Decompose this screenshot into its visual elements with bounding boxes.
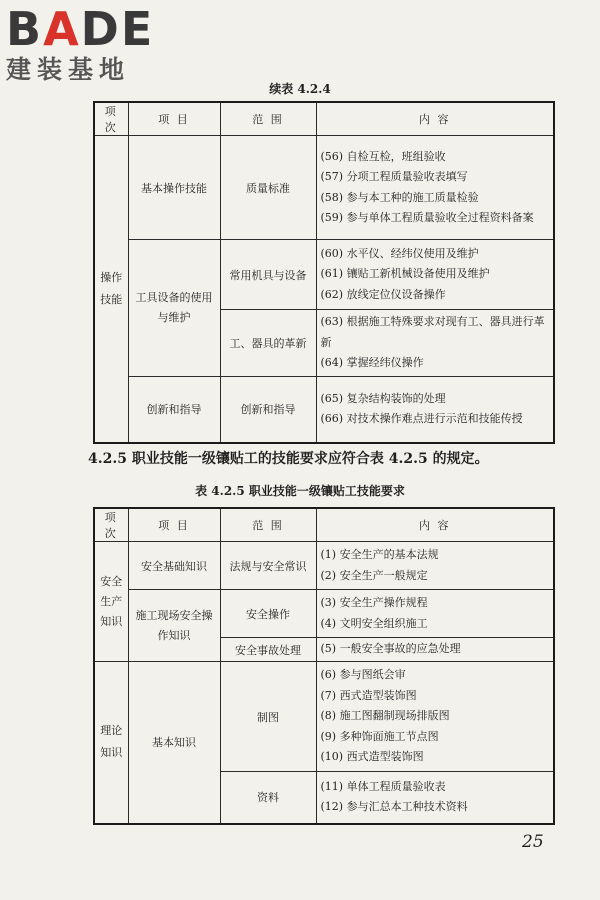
category-cell: 安全生产知识: [94, 542, 128, 662]
category-cell: 理论知识: [94, 662, 128, 824]
content-line: (58) 参与本工种的施工质量检验: [320, 190, 479, 204]
page-number: 25: [522, 832, 544, 852]
range-cell: 工、器具的革新: [220, 310, 316, 377]
header-cell: 内 容: [316, 508, 554, 542]
item-cell: 安全基础知识: [128, 542, 220, 590]
content-line: (66) 对技术操作难点进行示范和技能传授: [320, 412, 523, 426]
item-cell: 工具设备的使用与维护: [128, 240, 220, 377]
content-line: (10) 西式造型装饰图: [320, 750, 424, 764]
content-line: (56) 自检互检，班组验收: [320, 149, 446, 163]
table-row: [94, 240, 554, 310]
range-cell: 制图: [220, 662, 316, 772]
content-cell: [316, 310, 554, 377]
content-cell: [316, 662, 554, 772]
table1-header-row: [94, 102, 554, 136]
header-cell: 项 目: [128, 508, 220, 542]
content-line: (12) 参与汇总本工种技术资料: [320, 800, 468, 814]
content-cell: [316, 136, 554, 240]
logo-wordmark: BADE: [6, 2, 155, 56]
range-cell: 质量标准: [220, 136, 316, 240]
content-line: (62) 放线定位仪设备操作: [320, 287, 446, 301]
content-line: (63) 根据施工特殊要求对现有工、器具进行革新: [320, 315, 545, 349]
table1-caption: 续表 4.2.4: [269, 82, 331, 96]
logo-subtitle: 建装基地: [6, 55, 131, 84]
table2: [93, 507, 555, 825]
content-line: (65) 复杂结构装饰的处理: [320, 391, 446, 405]
content-line: (64) 掌握经纬仪操作: [320, 356, 424, 370]
content-line: (1) 安全生产的基本法规: [320, 548, 439, 561]
header-cell: 项次: [94, 102, 128, 136]
table1: [93, 101, 555, 444]
logo: [6, 4, 154, 84]
content-line: (57) 分项工程质量验收表填写: [320, 170, 468, 183]
content-line: (59) 参与单体工程质量验收全过程资料备案: [320, 211, 534, 224]
content-line: (9) 多种饰面施工节点图: [320, 729, 439, 743]
range-cell: 创新和指导: [220, 377, 316, 443]
table-row: [94, 662, 554, 772]
content-line: (6) 参与图纸会审: [320, 668, 406, 682]
section-heading: 4.2.5 职业技能一级镶贴工的技能要求应符合表 4.2.5 的规定。: [88, 451, 489, 467]
content-cell: [316, 240, 554, 310]
range-cell: 资料: [220, 772, 316, 824]
table-row: [94, 136, 554, 240]
item-cell: 基本知识: [128, 662, 220, 824]
table2-caption: 表 4.2.5 职业技能一级镶贴工技能要求: [195, 484, 405, 498]
range-cell: 常用机具与设备: [220, 240, 316, 310]
header-cell: 范 围: [220, 102, 316, 136]
category-cell: 操作技能: [94, 136, 128, 443]
content-cell: [316, 590, 554, 638]
content-cell: [316, 772, 554, 824]
content-line: (8) 施工图翻制现场排版图: [320, 709, 450, 723]
content-line: (11) 单体工程质量验收表: [320, 779, 446, 793]
range-cell: 安全操作: [220, 590, 316, 638]
content-line: (7) 西式造型装饰图: [320, 688, 417, 702]
content-line: (60) 水平仪、经纬仪使用及维护: [320, 246, 479, 260]
header-cell: 项 目: [128, 102, 220, 136]
content-cell: [316, 638, 554, 662]
table-row: [94, 377, 554, 443]
table-row: [94, 590, 554, 638]
table2-header-row: [94, 508, 554, 542]
range-cell: 安全事故处理: [220, 638, 316, 662]
range-cell: 法规与安全常识: [220, 542, 316, 590]
content-cell: [316, 542, 554, 590]
header-cell: 内 容: [316, 102, 554, 136]
content-line: (61) 镶贴工新机械设备使用及维护: [320, 267, 490, 281]
item-cell: 基本操作技能: [128, 136, 220, 240]
content-line: (5) 一般安全事故的应急处理: [320, 642, 461, 656]
content-line: (2) 安全生产一般规定: [320, 568, 428, 582]
item-cell: 创新和指导: [128, 377, 220, 443]
header-cell: 范 围: [220, 508, 316, 542]
header-cell: 项次: [94, 508, 128, 542]
content-line: (3) 安全生产操作规程: [320, 596, 428, 609]
table-row: [94, 542, 554, 590]
item-cell: 施工现场安全操作知识: [128, 590, 220, 662]
content-line: (4) 文明安全组织施工: [320, 616, 428, 630]
content-cell: [316, 377, 554, 443]
